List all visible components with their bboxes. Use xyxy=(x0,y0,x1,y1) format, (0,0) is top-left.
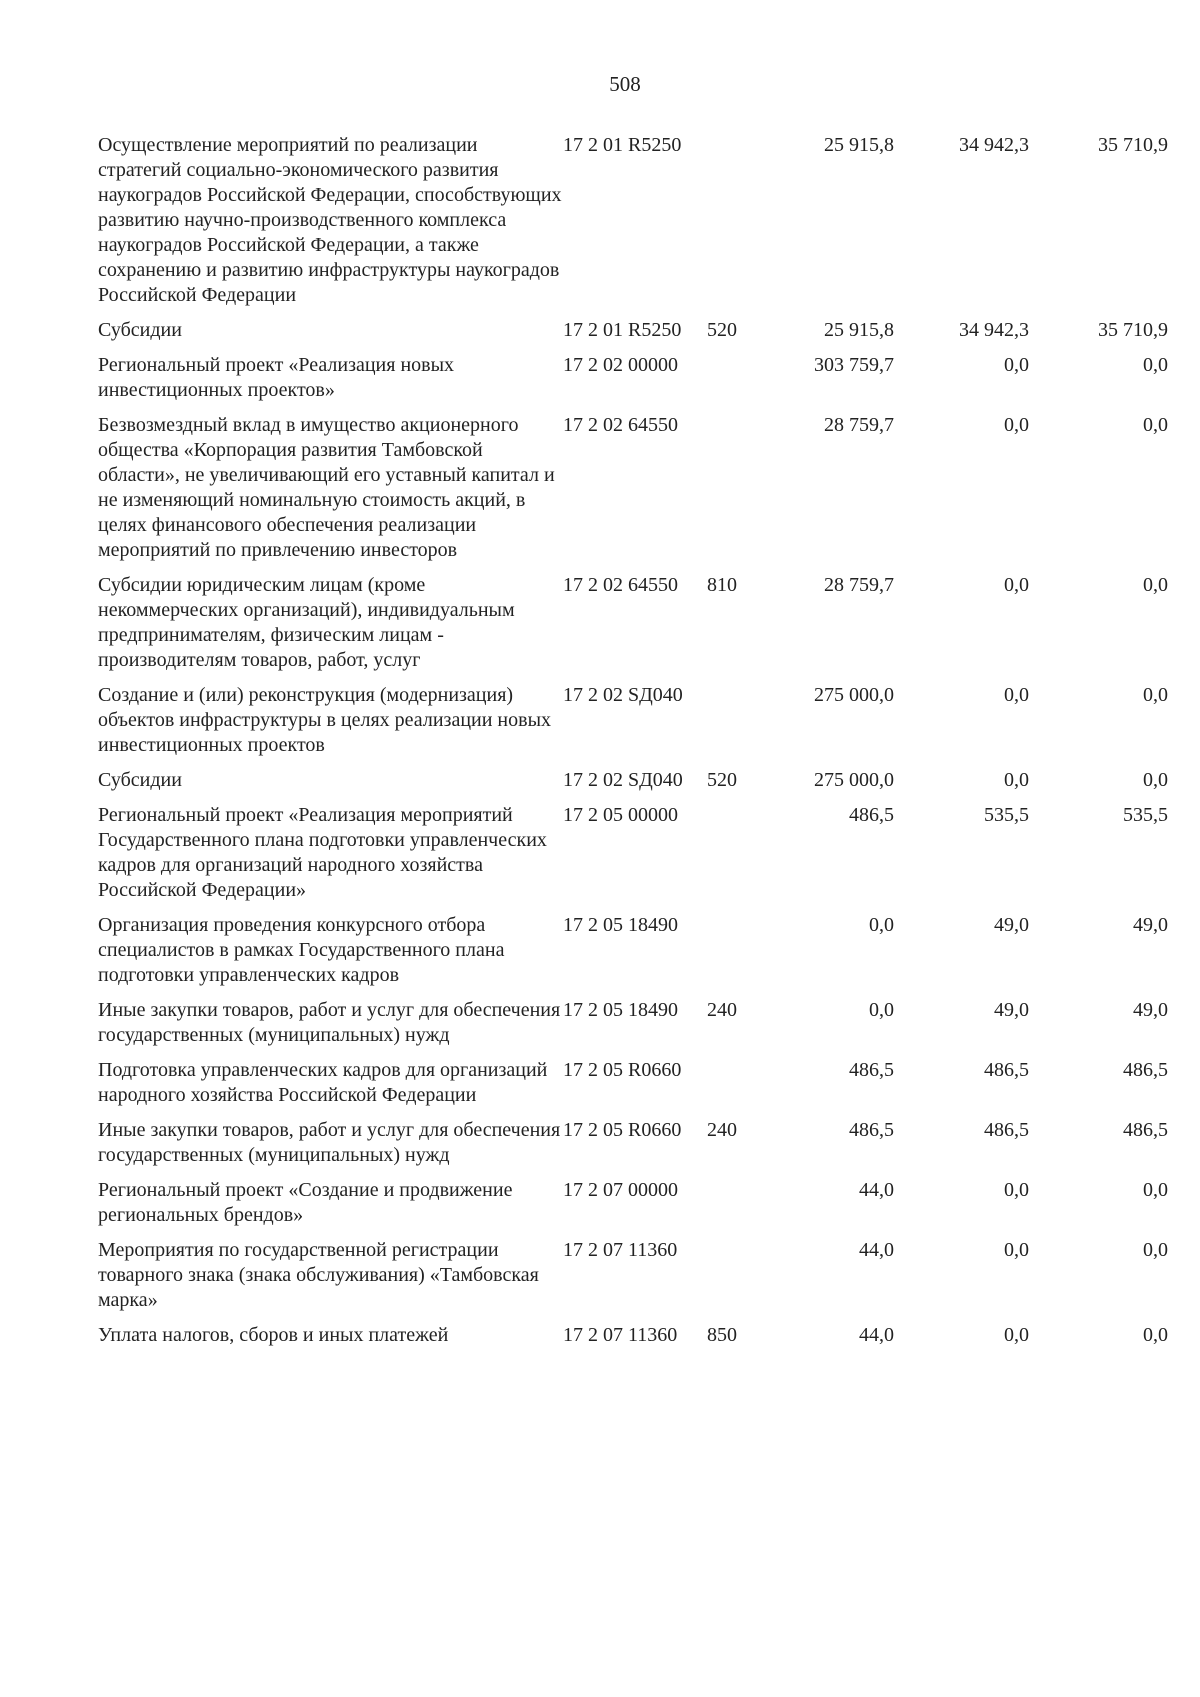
row-amount-2: 0,0 xyxy=(1004,414,1029,436)
row-amount-3: 0,0 xyxy=(1143,769,1168,791)
table-row xyxy=(98,768,1168,793)
row-amount-2: 0,0 xyxy=(1004,1324,1029,1346)
row-amount-1: 275 000,0 xyxy=(814,684,894,706)
row-amount-2: 486,5 xyxy=(984,1059,1029,1081)
row-expense-type: 810 xyxy=(707,574,737,596)
row-amount-2: 34 942,3 xyxy=(959,319,1029,341)
row-amount-1: 44,0 xyxy=(859,1239,894,1261)
row-amount-1: 303 759,7 xyxy=(814,354,894,376)
row-target-code: 17 2 07 11360 xyxy=(563,1239,678,1261)
row-name: Создание и (или) реконструкция (модернизация) объектов инфраструктуры в целях реализации новых инвестиционных проектов xyxy=(98,684,552,756)
row-amount-3: 0,0 xyxy=(1143,574,1168,596)
row-amount-1: 486,5 xyxy=(849,1119,894,1141)
row-amount-3: 35 710,9 xyxy=(1098,319,1168,341)
row-amount-3: 0,0 xyxy=(1143,354,1168,376)
row-amount-2: 34 942,3 xyxy=(959,134,1029,156)
row-amount-2: 486,5 xyxy=(984,1119,1029,1141)
row-name: Региональный проект «Реализация новых инвестиционных проектов» xyxy=(98,354,455,401)
row-amount-1: 28 759,7 xyxy=(824,574,894,596)
row-name: Региональный проект «Создание и продвижение региональных брендов» xyxy=(98,1179,513,1226)
row-target-code: 17 2 02 SД040 xyxy=(563,769,683,791)
row-amount-1: 0,0 xyxy=(869,914,894,936)
row-name: Иные закупки товаров, работ и услуг для обеспечения государственных (муниципальных) нужд xyxy=(98,999,561,1046)
row-amount-2: 0,0 xyxy=(1004,1179,1029,1201)
row-name: Иные закупки товаров, работ и услуг для обеспечения государственных (муниципальных) нужд xyxy=(98,1119,561,1166)
row-amount-2: 535,5 xyxy=(984,804,1029,826)
table-row xyxy=(98,1323,1168,1348)
row-amount-3: 35 710,9 xyxy=(1098,134,1168,156)
table-row xyxy=(98,1058,1168,1108)
row-target-code: 17 2 01 R5250 xyxy=(563,319,682,341)
row-amount-1: 28 759,7 xyxy=(824,414,894,436)
row-amount-3: 0,0 xyxy=(1143,684,1168,706)
row-target-code: 17 2 05 R0660 xyxy=(563,1119,682,1141)
row-amount-1: 44,0 xyxy=(859,1324,894,1346)
row-expense-type: 240 xyxy=(707,1119,737,1141)
row-amount-1: 44,0 xyxy=(859,1179,894,1201)
row-amount-2: 49,0 xyxy=(994,999,1029,1021)
row-amount-3: 535,5 xyxy=(1123,804,1168,826)
row-amount-2: 0,0 xyxy=(1004,684,1029,706)
row-expense-type: 240 xyxy=(707,999,737,1021)
row-name: Субсидии юридическим лицам (кроме некоммерческих организаций), индивидуальным предпринимателям, физическим лицам - производителям товаров, работ, услуг xyxy=(98,574,515,671)
row-amount-1: 25 915,8 xyxy=(824,134,894,156)
row-target-code: 17 2 01 R5250 xyxy=(563,134,682,156)
table-row xyxy=(98,1238,1168,1313)
table-row xyxy=(98,573,1168,673)
row-amount-1: 486,5 xyxy=(849,804,894,826)
row-expense-type: 520 xyxy=(707,769,737,791)
row-amount-3: 49,0 xyxy=(1133,999,1168,1021)
row-name: Региональный проект «Реализация мероприятий Государственного плана подготовки управленческих кадров для организаций народного хозяйства Российской Федерации» xyxy=(98,804,547,901)
row-amount-3: 0,0 xyxy=(1143,414,1168,436)
row-amount-3: 0,0 xyxy=(1143,1239,1168,1261)
row-amount-3: 0,0 xyxy=(1143,1179,1168,1201)
row-amount-1: 0,0 xyxy=(869,999,894,1021)
row-amount-3: 486,5 xyxy=(1123,1119,1168,1141)
table-row xyxy=(98,998,1168,1048)
row-name: Осуществление мероприятий по реализации стратегий социально-экономического развития наукоградов Российской Федерации, способствующих развитию научно-производственного комплекса наукоградов Российской Федерации, а также сохранению и развитию инфраструктуры наукоградов Российской Федерации xyxy=(98,134,562,306)
table-row xyxy=(98,1178,1168,1228)
table-row xyxy=(98,913,1168,988)
row-amount-1: 25 915,8 xyxy=(824,319,894,341)
row-amount-2: 0,0 xyxy=(1004,769,1029,791)
row-name: Субсидии xyxy=(98,769,182,791)
budget-table xyxy=(98,133,1168,1358)
row-amount-1: 486,5 xyxy=(849,1059,894,1081)
row-name: Безвозмездный вклад в имущество акционерного общества «Корпорация развития Тамбовской области», не увеличивающий его уставный капитал и не изменяющий номинальную стоимость акций, в целях финансового обеспечения реализации мероприятий по привлечению инвесторов xyxy=(98,414,555,561)
table-row xyxy=(98,1118,1168,1168)
table-row xyxy=(98,318,1168,343)
row-target-code: 17 2 05 R0660 xyxy=(563,1059,682,1081)
row-name: Организация проведения конкурсного отбора специалистов в рамках Государственного плана подготовки управленческих кадров xyxy=(98,914,505,986)
table-row xyxy=(98,803,1168,903)
row-amount-2: 0,0 xyxy=(1004,354,1029,376)
row-target-code: 17 2 05 18490 xyxy=(563,999,678,1021)
row-amount-1: 275 000,0 xyxy=(814,769,894,791)
row-amount-2: 49,0 xyxy=(994,914,1029,936)
row-name: Мероприятия по государственной регистрации товарного знака (знака обслуживания) «Тамбовская марка» xyxy=(98,1239,539,1311)
row-name: Субсидии xyxy=(98,319,182,341)
row-amount-2: 0,0 xyxy=(1004,1239,1029,1261)
row-target-code: 17 2 07 00000 xyxy=(563,1179,678,1201)
row-expense-type: 850 xyxy=(707,1324,737,1346)
row-target-code: 17 2 05 18490 xyxy=(563,914,678,936)
table-row xyxy=(98,353,1168,403)
row-target-code: 17 2 05 00000 xyxy=(563,804,678,826)
row-target-code: 17 2 02 64550 xyxy=(563,414,678,436)
row-amount-3: 49,0 xyxy=(1133,914,1168,936)
row-target-code: 17 2 02 00000 xyxy=(563,354,678,376)
row-expense-type: 520 xyxy=(707,319,737,341)
table-row xyxy=(98,413,1168,563)
row-name: Подготовка управленческих кадров для организаций народного хозяйства Российской Федерации xyxy=(98,1059,548,1106)
row-amount-2: 0,0 xyxy=(1004,574,1029,596)
row-target-code: 17 2 02 SД040 xyxy=(563,684,683,706)
table-row xyxy=(98,133,1168,308)
row-amount-3: 486,5 xyxy=(1123,1059,1168,1081)
page-number: 508 xyxy=(609,72,641,96)
row-target-code: 17 2 07 11360 xyxy=(563,1324,678,1346)
table-row xyxy=(98,683,1168,758)
row-name: Уплата налогов, сборов и иных платежей xyxy=(98,1324,449,1346)
row-amount-3: 0,0 xyxy=(1143,1324,1168,1346)
row-target-code: 17 2 02 64550 xyxy=(563,574,678,596)
